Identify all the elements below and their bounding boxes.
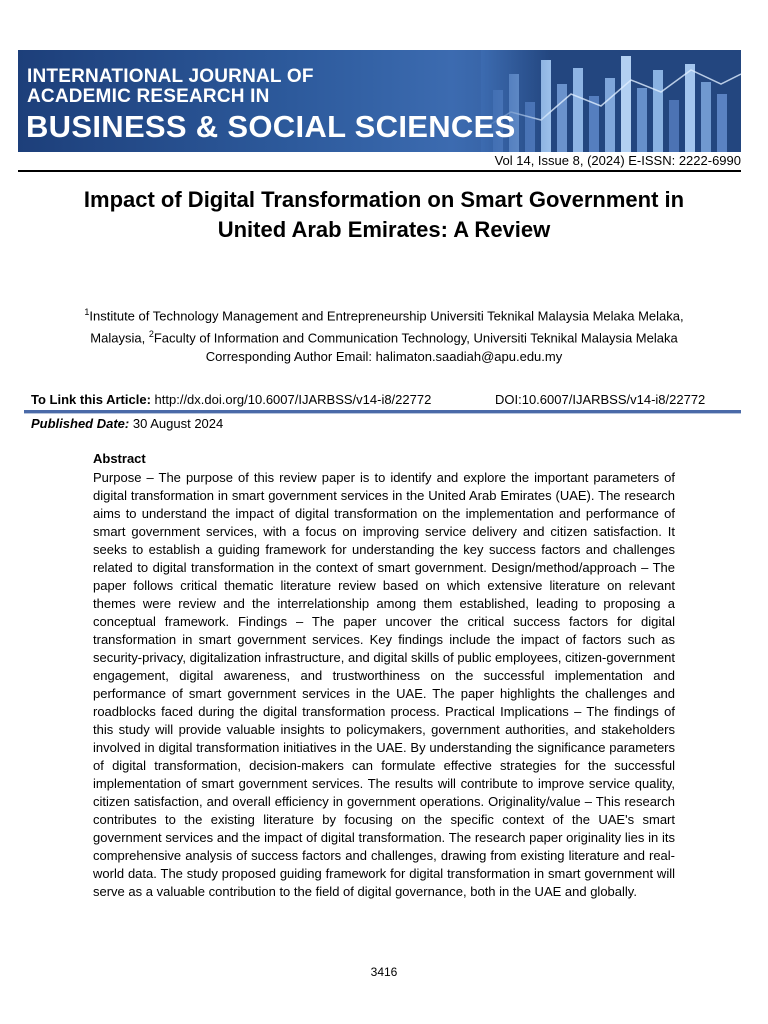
article-url-link[interactable]: http://dx.doi.org/10.6007/IJARBSS/v14-i8/22772 [154, 392, 432, 407]
corresponding-email: Corresponding Author Email: halimaton.saadiah@apu.edu.my [205, 348, 563, 364]
author-affiliations [80, 303, 688, 366]
volume-info: Vol 14, Issue 8, (2024) E-ISSN: 2222-6990 [494, 153, 741, 168]
page-number: 3416 [370, 965, 398, 979]
finance-chart-graphic [481, 50, 741, 152]
affiliation-2: Faculty of Information and Communication Technology, Universiti Teknikal Malaysia Melaka [153, 330, 678, 346]
affiliation-marker-2: 2 [148, 329, 154, 340]
affiliation-marker-1: 1 [84, 307, 90, 317]
published-date: 30 August 2024 [132, 416, 224, 431]
journal-name-line-3: BUSINESS & SOCIAL SCIENCES [26, 109, 516, 144]
journal-banner [18, 50, 741, 152]
journal-name-line-2: ACADEMIC RESEARCH IN [27, 86, 270, 107]
published-row [31, 416, 223, 431]
abstract-text: Purpose – The purpose of this review paper is to identify and explore the important parameters of digital transformation in smart government services in the United Arab Emirates (UAE). The research aims to understand the impact of digital transformation on the implementation and performance of smart government services, with a focus on improving service delivery and citizen satisfaction. It seeks to establish a guiding framework for understanding the key success factors and challenges related to digital transformation in the context of smart government. Design/method/approach – The paper follows critical thematic literature review based on which extensive literature on relevant themes were review and the interrelationship among them established, leading to proposing a conceptual framework. Findings – The paper uncover the critical success factors for digital transformation in smart government services. Key findings include the impact of factors such as security-privacy, digitalization infrastructure, and digital skills of public employees, citizen-government engagement, digital awareness, and trustworthiness on the successful implementation and performance of smart government services in the UAE. The paper highlights the challenges and roadblocks faced during the digital transformation process. Practical Implications – The findings of this study will provide valuable insights to policymakers, government authorities, and stakeholders involved in digital transformation initiatives in the UAE. By understanding the significance parameters of digital transformation, decision-makers can formulate effective strategies for the successful implementation of smart government services. The results will contribute to improve service quality, citizen satisfaction, and overall efficiency in government operations. Originality/value – This research contributes to the existing literature by focusing on the specific context of the UAE's smart government services and the impact of digital transformation. The research paper originality lies in its comprehensive analysis of success factors and challenges, drawing from existing literature and real-world data. The study proposed guiding framework for digital transformation in smart government will serve as a valuable contribution to the field of digital governance, both in the UAE and globally. [93, 470, 675, 899]
article-link-row [31, 392, 731, 407]
abstract-heading: Abstract [93, 451, 146, 466]
journal-name-line-1: INTERNATIONAL JOURNAL OF [27, 66, 314, 87]
doi-text: DOI:10.6007/IJARBSS/v14-i8/22772 [495, 392, 706, 407]
affiliation-1: Institute of Technology Management and Entrepreneurship Universiti Teknikal Malaysia Melaka Melaka, Malaysia, [89, 308, 684, 346]
article-title: Impact of Digital Transformation on Smart Government in United Arab Emirates: A Review [83, 187, 685, 242]
link-divider [24, 410, 741, 414]
published-label: Published Date: [31, 416, 130, 431]
link-label: To Link this Article: [31, 392, 151, 407]
header-divider [18, 170, 741, 172]
